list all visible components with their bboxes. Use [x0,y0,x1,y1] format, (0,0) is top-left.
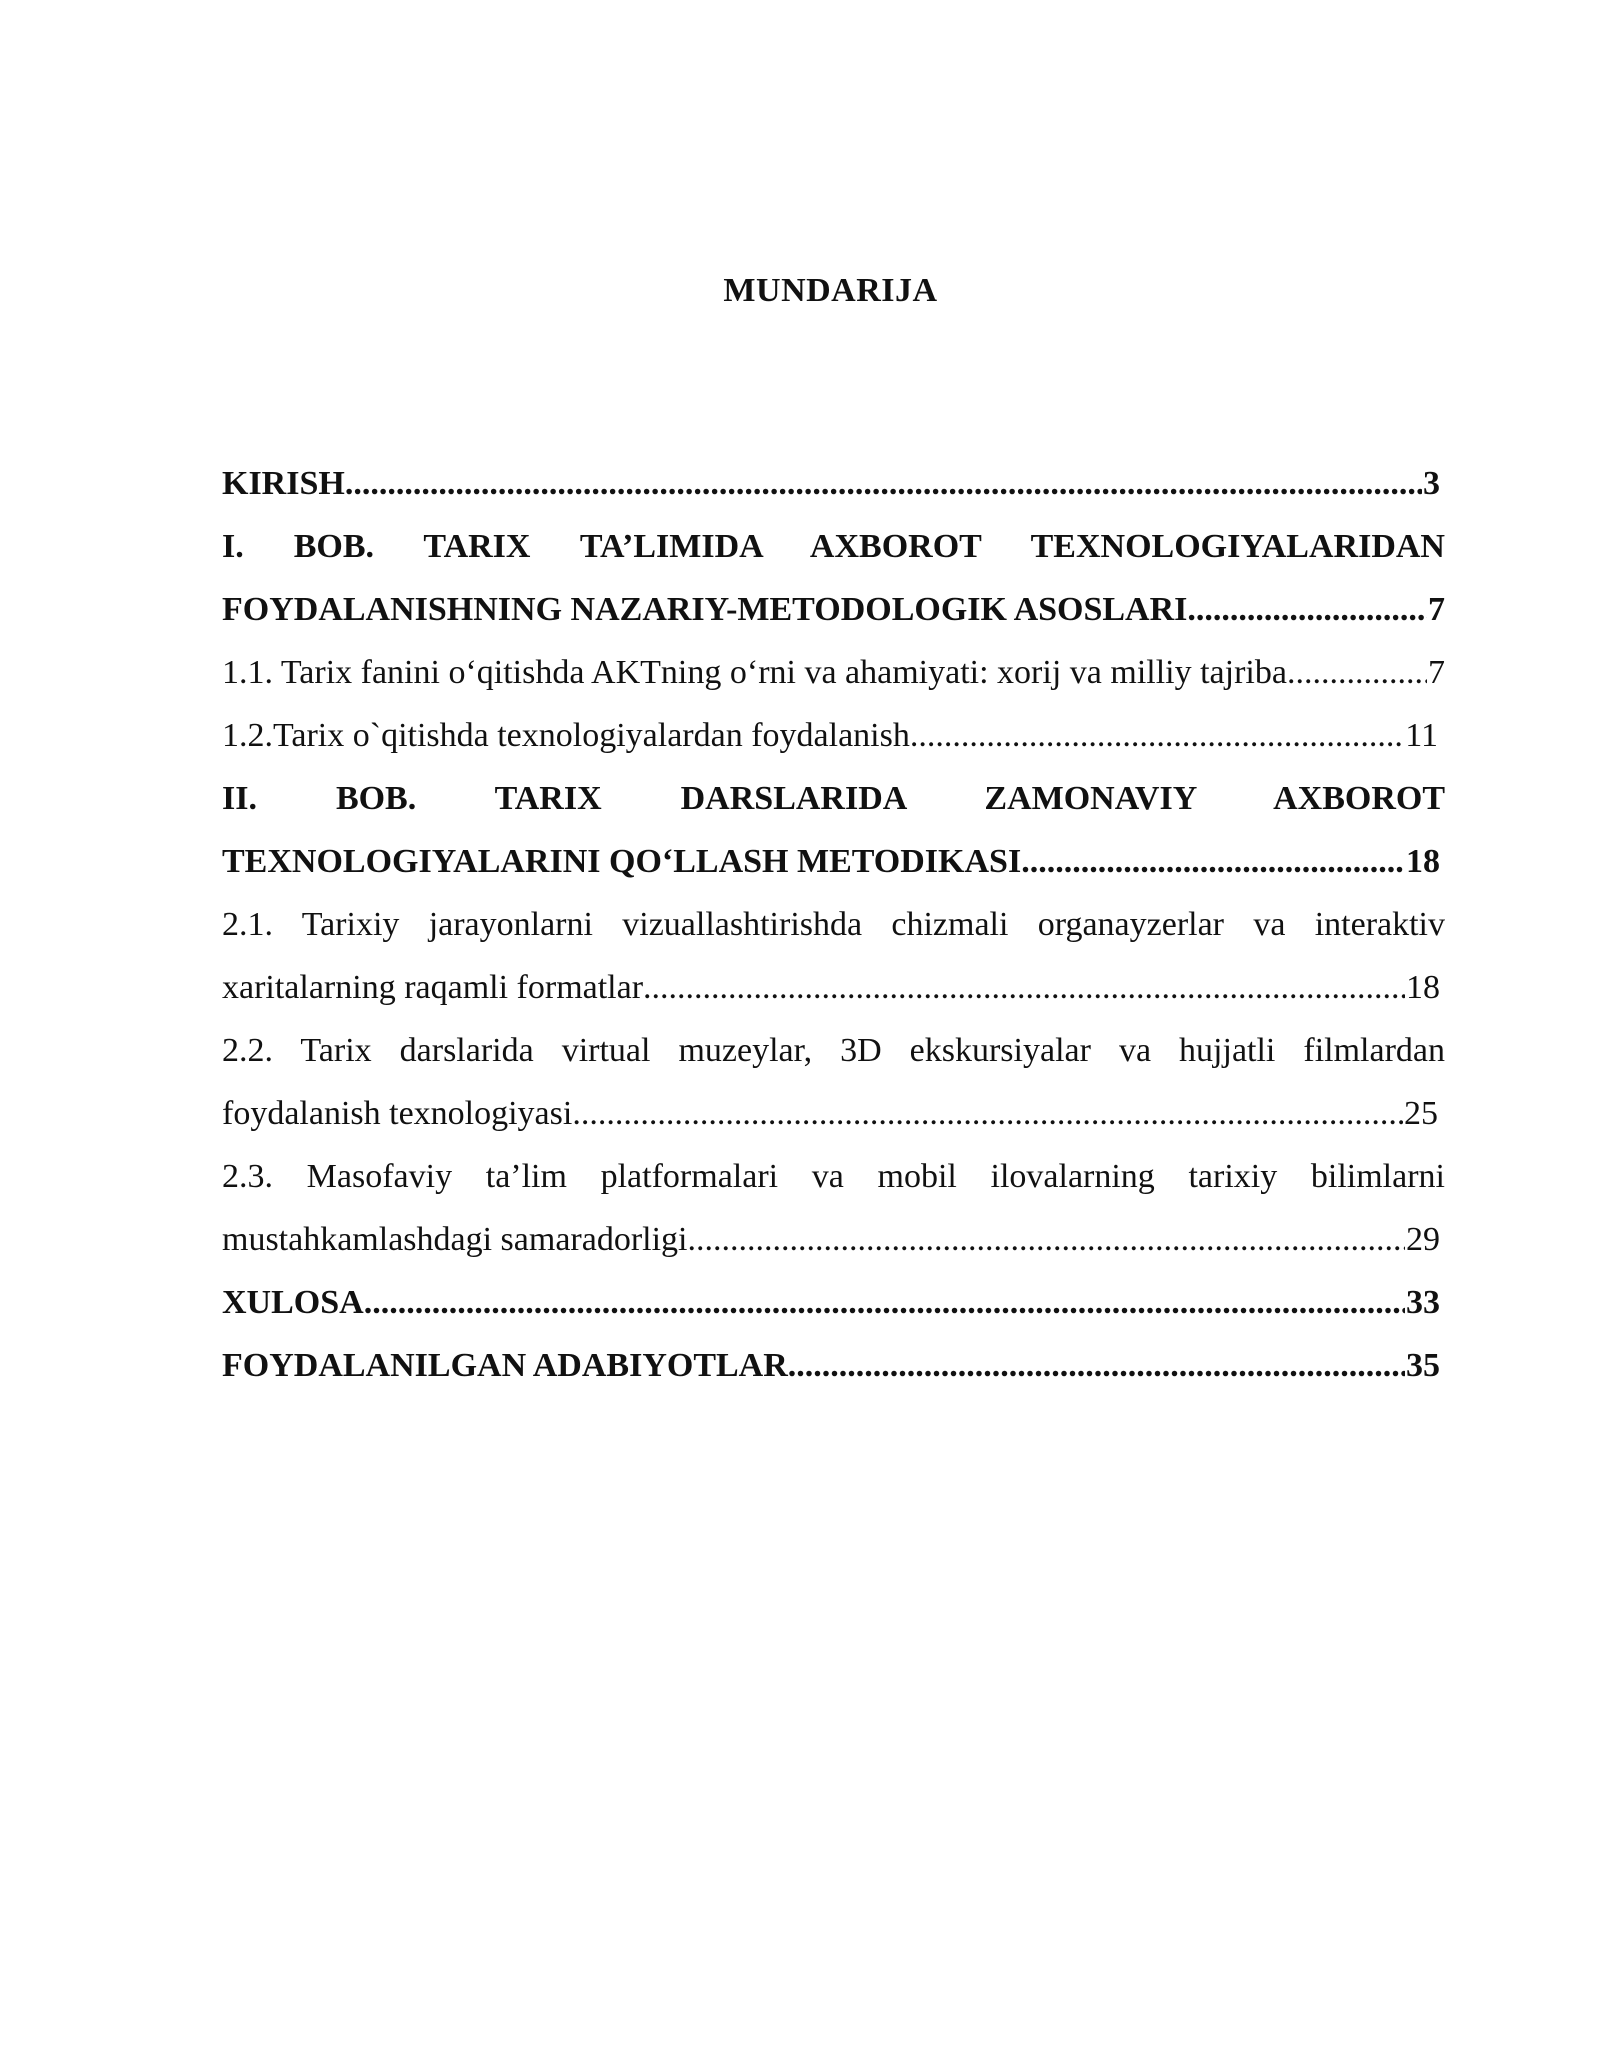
table-of-contents [222,452,1445,1397]
toc-page-number: 29 [1406,1221,1440,1258]
dot-leader [688,1208,1406,1271]
toc-entry-title: 2.2. Tarix darslarida virtual muzeylar, 3D ekskursiyalar va hujjatli filmlardan [222,1032,1445,1069]
toc-page-number: 33 [1406,1284,1440,1321]
page-title: MUNDARIJA [723,272,938,309]
toc-entry-title: mustahkamlashdagi samaradorligi [222,1221,688,1258]
toc-entry-kirish [222,452,1445,515]
toc-entry-section-2-1-line-2 [222,956,1445,1019]
toc-entry-references [222,1334,1445,1397]
dot-leader [345,452,1422,515]
toc-page-number: 25 [1404,1095,1438,1132]
toc-entry-section-2-2-line-1 [222,1019,1445,1082]
toc-entry-chapter-2-line-1 [222,767,1445,830]
toc-entry-section-2-3-line-2 [222,1208,1445,1271]
toc-page-number: 11 [1405,717,1438,754]
toc-page-number: 18 [1406,843,1440,880]
toc-page-number: 18 [1406,969,1440,1006]
toc-entry-xulosa [222,1271,1445,1334]
toc-entry-chapter-1-line-1 [222,515,1445,578]
dot-leader [788,1334,1405,1397]
toc-entry-section-1-1 [222,641,1445,704]
dot-leader [364,1271,1405,1334]
dot-leader [1187,578,1427,641]
toc-entry-title: XULOSA [222,1284,364,1321]
toc-entry-section-1-2 [222,704,1445,767]
toc-entry-title: FOYDALANISHNING NAZARIY-METODOLOGIK ASOSLARI [222,591,1188,628]
toc-entry-chapter-2-line-2 [222,830,1445,893]
toc-entry-section-2-2-line-2 [222,1082,1445,1145]
toc-entry-title: 1.1. Tarix fanini o‘qitishda AKTning o‘rni va ahamiyati: xorij va milliy tajriba [222,654,1287,691]
dot-leader [1021,830,1405,893]
dot-leader [643,956,1405,1019]
toc-entry-section-2-1-line-1 [222,893,1445,956]
toc-page-number: 35 [1406,1347,1440,1384]
toc-page-number: 3 [1423,465,1440,502]
toc-page-number: 7 [1428,591,1445,628]
toc-entry-title: I. BOB. TARIX TA’LIMIDA AXBOROT TEXNOLOGIYALARIDAN [222,528,1445,565]
dot-leader [1287,641,1427,704]
toc-entry-title: 1.2.Tarix o`qitishda texnologiyalardan foydalanish [222,717,910,754]
toc-entry-title: 2.3. Masofaviy ta’lim platformalari va mobil ilovalarning tarixiy bilimlarni [222,1158,1445,1195]
toc-entry-title: II. BOB. TARIX DARSLARIDA ZAMONAVIY AXBOROT [222,780,1445,817]
toc-entry-title: xaritalarning raqamli formatlar [222,969,644,1006]
toc-entry-title: KIRISH [222,465,345,502]
dot-leader [910,704,1404,767]
toc-entry-title: foydalanish texnologiyasi [222,1095,573,1132]
toc-entry-chapter-1-line-2 [222,578,1445,641]
toc-page-number: 7 [1428,654,1445,691]
dot-leader [572,1082,1403,1145]
toc-entry-title: FOYDALANILGAN ADABIYOTLAR [222,1347,788,1384]
toc-entry-section-2-3-line-1 [222,1145,1445,1208]
toc-entry-title: TEXNOLOGIYALARINI QO‘LLASH METODIKASI [222,843,1022,880]
toc-entry-title: 2.1. Tarixiy jarayonlarni vizuallashtirishda chizmali organayzerlar va interaktiv [222,906,1445,943]
